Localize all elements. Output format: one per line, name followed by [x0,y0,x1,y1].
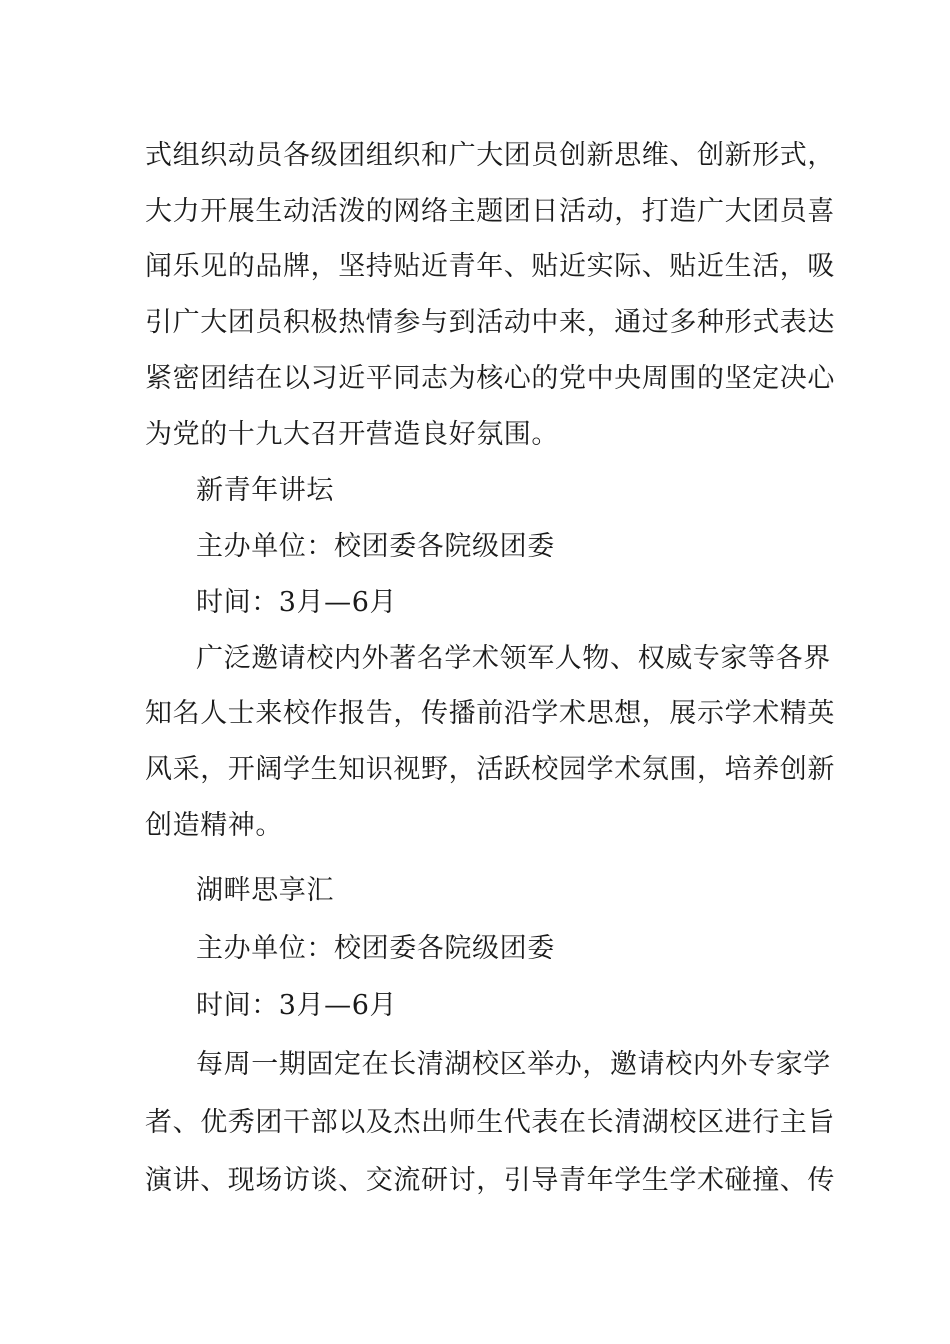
paragraph-line: 知名人士来校作报告，传播前沿学术思想，展示学术精英 [145,698,835,729]
paragraph-line: 式组织动员各级团组织和广大团员创新思维、创新形式， [145,140,835,171]
paragraph-line: 为党的十九大召开营造良好氛围。 [145,419,559,450]
paragraph-line: 闻乐见的品牌，坚持贴近青年、贴近实际、贴近生活，吸 [145,251,835,282]
paragraph-line: 大力开展生动活泼的网络主题团日活动，打造广大团员喜 [145,196,835,227]
section-heading: 湖畔思享汇 [196,875,334,906]
paragraph-line: 演讲、现场访谈、交流研讨，引导青年学生学术碰撞、传 [145,1165,835,1196]
paragraph-line: 创造精神。 [145,810,283,841]
paragraph-line: 每周一期固定在长清湖校区举办，邀请校内外专家学 [196,1049,831,1080]
time-line: 时间：3月—6月 [196,990,398,1021]
organizer-line: 主办单位：校团委各院级团委 [196,531,555,562]
paragraph-line: 风采，开阔学生知识视野，活跃校园学术氛围，培养创新 [145,754,835,785]
paragraph-line: 者、优秀团干部以及杰出师生代表在长清湖校区进行主旨 [145,1107,835,1138]
section-heading: 新青年讲坛 [196,475,334,506]
organizer-line: 主办单位：校团委各院级团委 [196,933,555,964]
time-line: 时间：3月—6月 [196,587,398,618]
paragraph-line: 引广大团员积极热情参与到活动中来，通过多种形式表达 [145,307,835,338]
paragraph-line: 广泛邀请校内外著名学术领军人物、权威专家等各界 [196,643,831,674]
paragraph-line: 紧密团结在以习近平同志为核心的党中央周围的坚定决心 [145,363,835,394]
